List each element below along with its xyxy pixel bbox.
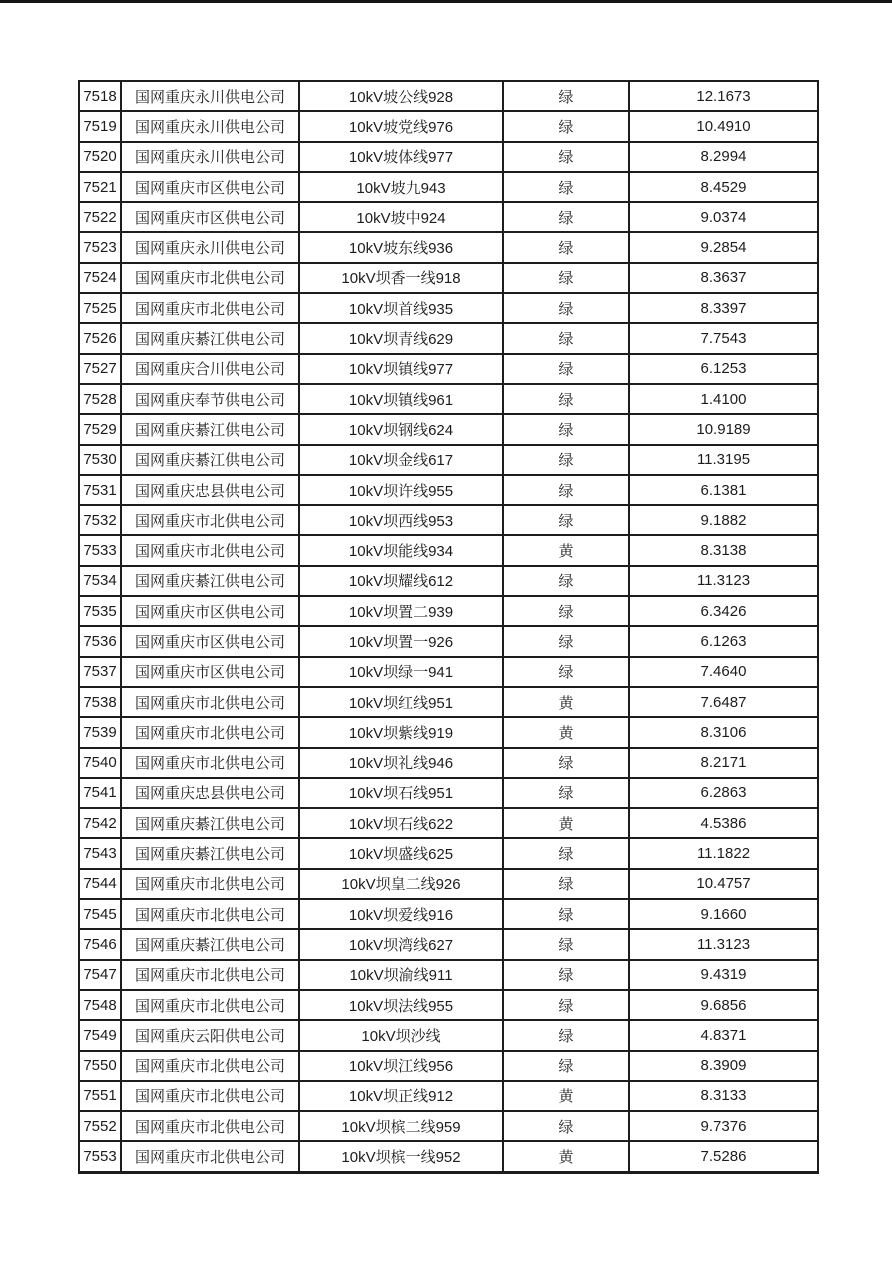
status-cell: 绿 bbox=[503, 899, 629, 929]
row-id-cell: 7543 bbox=[79, 838, 121, 868]
company-cell: 国网重庆綦江供电公司 bbox=[121, 445, 299, 475]
row-id-cell: 7527 bbox=[79, 354, 121, 384]
table-row bbox=[79, 1141, 818, 1172]
row-id-cell: 7552 bbox=[79, 1111, 121, 1141]
value-cell: 1.4100 bbox=[629, 384, 818, 414]
table-row bbox=[79, 505, 818, 535]
line-name-cell: 10kV坝礼线946 bbox=[299, 748, 503, 778]
value-cell: 6.1381 bbox=[629, 475, 818, 505]
status-cell: 绿 bbox=[503, 505, 629, 535]
value-cell: 7.6487 bbox=[629, 687, 818, 717]
row-id-cell: 7534 bbox=[79, 566, 121, 596]
row-id-cell: 7529 bbox=[79, 414, 121, 444]
row-id-cell: 7528 bbox=[79, 384, 121, 414]
status-cell: 绿 bbox=[503, 142, 629, 172]
company-cell: 国网重庆綦江供电公司 bbox=[121, 414, 299, 444]
table-row bbox=[79, 657, 818, 687]
value-cell: 6.1263 bbox=[629, 626, 818, 656]
company-cell: 国网重庆市北供电公司 bbox=[121, 1111, 299, 1141]
value-cell: 4.8371 bbox=[629, 1020, 818, 1050]
status-cell: 绿 bbox=[503, 445, 629, 475]
status-cell: 绿 bbox=[503, 293, 629, 323]
value-cell: 11.3123 bbox=[629, 929, 818, 959]
table-row bbox=[79, 445, 818, 475]
table-row bbox=[79, 596, 818, 626]
line-name-cell: 10kV坡中924 bbox=[299, 202, 503, 232]
row-id-cell: 7531 bbox=[79, 475, 121, 505]
status-cell: 绿 bbox=[503, 263, 629, 293]
company-cell: 国网重庆忠县供电公司 bbox=[121, 778, 299, 808]
table-row bbox=[79, 475, 818, 505]
value-cell: 8.2994 bbox=[629, 142, 818, 172]
company-cell: 国网重庆忠县供电公司 bbox=[121, 475, 299, 505]
row-id-cell: 7546 bbox=[79, 929, 121, 959]
line-name-cell: 10kV坝紫线919 bbox=[299, 717, 503, 747]
company-cell: 国网重庆云阳供电公司 bbox=[121, 1020, 299, 1050]
line-name-cell: 10kV坝青线629 bbox=[299, 323, 503, 353]
value-cell: 4.5386 bbox=[629, 808, 818, 838]
company-cell: 国网重庆市北供电公司 bbox=[121, 1051, 299, 1081]
company-cell: 国网重庆市北供电公司 bbox=[121, 293, 299, 323]
status-cell: 绿 bbox=[503, 778, 629, 808]
row-id-cell: 7523 bbox=[79, 232, 121, 262]
status-cell: 绿 bbox=[503, 475, 629, 505]
row-id-cell: 7520 bbox=[79, 142, 121, 172]
status-cell: 绿 bbox=[503, 414, 629, 444]
window-top-edge bbox=[0, 0, 892, 3]
line-name-cell: 10kV坝镇线961 bbox=[299, 384, 503, 414]
value-cell: 8.2171 bbox=[629, 748, 818, 778]
row-id-cell: 7550 bbox=[79, 1051, 121, 1081]
company-cell: 国网重庆市北供电公司 bbox=[121, 990, 299, 1020]
company-cell: 国网重庆市北供电公司 bbox=[121, 899, 299, 929]
company-cell: 国网重庆永川供电公司 bbox=[121, 232, 299, 262]
line-name-cell: 10kV坝盛线625 bbox=[299, 838, 503, 868]
row-id-cell: 7525 bbox=[79, 293, 121, 323]
status-cell: 绿 bbox=[503, 384, 629, 414]
line-name-cell: 10kV坡党线976 bbox=[299, 111, 503, 141]
table-row bbox=[79, 232, 818, 262]
status-cell: 黄 bbox=[503, 808, 629, 838]
value-cell: 10.4910 bbox=[629, 111, 818, 141]
row-id-cell: 7540 bbox=[79, 748, 121, 778]
line-name-cell: 10kV坡东线936 bbox=[299, 232, 503, 262]
value-cell: 8.3106 bbox=[629, 717, 818, 747]
status-cell: 绿 bbox=[503, 929, 629, 959]
company-cell: 国网重庆市区供电公司 bbox=[121, 596, 299, 626]
table-row bbox=[79, 293, 818, 323]
line-name-cell: 10kV坝槟二线959 bbox=[299, 1111, 503, 1141]
status-cell: 绿 bbox=[503, 960, 629, 990]
line-name-cell: 10kV坡九943 bbox=[299, 172, 503, 202]
company-cell: 国网重庆市北供电公司 bbox=[121, 1141, 299, 1172]
row-id-cell: 7526 bbox=[79, 323, 121, 353]
line-name-cell: 10kV坝石线622 bbox=[299, 808, 503, 838]
row-id-cell: 7524 bbox=[79, 263, 121, 293]
status-cell: 黄 bbox=[503, 687, 629, 717]
row-id-cell: 7539 bbox=[79, 717, 121, 747]
line-name-cell: 10kV坝许线955 bbox=[299, 475, 503, 505]
value-cell: 10.4757 bbox=[629, 869, 818, 899]
status-cell: 绿 bbox=[503, 990, 629, 1020]
company-cell: 国网重庆市北供电公司 bbox=[121, 687, 299, 717]
row-id-cell: 7532 bbox=[79, 505, 121, 535]
line-name-cell: 10kV坝镇线977 bbox=[299, 354, 503, 384]
row-id-cell: 7530 bbox=[79, 445, 121, 475]
status-cell: 黄 bbox=[503, 535, 629, 565]
line-name-cell: 10kV坝爱线916 bbox=[299, 899, 503, 929]
table-row bbox=[79, 172, 818, 202]
value-cell: 9.6856 bbox=[629, 990, 818, 1020]
value-cell: 7.5286 bbox=[629, 1141, 818, 1172]
line-name-cell: 10kV坝石线951 bbox=[299, 778, 503, 808]
status-cell: 绿 bbox=[503, 172, 629, 202]
status-cell: 黄 bbox=[503, 1141, 629, 1172]
row-id-cell: 7519 bbox=[79, 111, 121, 141]
line-name-cell: 10kV坝渝线911 bbox=[299, 960, 503, 990]
line-name-cell: 10kV坝首线935 bbox=[299, 293, 503, 323]
line-name-cell: 10kV坝正线912 bbox=[299, 1081, 503, 1111]
company-cell: 国网重庆市北供电公司 bbox=[121, 1081, 299, 1111]
line-name-cell: 10kV坝置一926 bbox=[299, 626, 503, 656]
value-cell: 9.1660 bbox=[629, 899, 818, 929]
value-cell: 6.1253 bbox=[629, 354, 818, 384]
company-cell: 国网重庆綦江供电公司 bbox=[121, 566, 299, 596]
row-id-cell: 7542 bbox=[79, 808, 121, 838]
status-cell: 绿 bbox=[503, 354, 629, 384]
table-row bbox=[79, 414, 818, 444]
table-row bbox=[79, 869, 818, 899]
status-cell: 绿 bbox=[503, 1051, 629, 1081]
table-row bbox=[79, 1081, 818, 1111]
value-cell: 7.4640 bbox=[629, 657, 818, 687]
value-cell: 8.3637 bbox=[629, 263, 818, 293]
status-cell: 绿 bbox=[503, 111, 629, 141]
company-cell: 国网重庆市区供电公司 bbox=[121, 172, 299, 202]
table-row bbox=[79, 263, 818, 293]
line-name-cell: 10kV坝皇二线926 bbox=[299, 869, 503, 899]
status-cell: 黄 bbox=[503, 717, 629, 747]
table-row bbox=[79, 1051, 818, 1081]
status-cell: 绿 bbox=[503, 869, 629, 899]
table-row bbox=[79, 929, 818, 959]
company-cell: 国网重庆綦江供电公司 bbox=[121, 838, 299, 868]
table-row bbox=[79, 838, 818, 868]
line-name-cell: 10kV坝耀线612 bbox=[299, 566, 503, 596]
value-cell: 8.3138 bbox=[629, 535, 818, 565]
value-cell: 8.3397 bbox=[629, 293, 818, 323]
table-row bbox=[79, 566, 818, 596]
value-cell: 9.4319 bbox=[629, 960, 818, 990]
line-name-cell: 10kV坝红线951 bbox=[299, 687, 503, 717]
line-name-cell: 10kV坝法线955 bbox=[299, 990, 503, 1020]
row-id-cell: 7551 bbox=[79, 1081, 121, 1111]
company-cell: 国网重庆綦江供电公司 bbox=[121, 323, 299, 353]
value-cell: 6.3426 bbox=[629, 596, 818, 626]
company-cell: 国网重庆市北供电公司 bbox=[121, 717, 299, 747]
line-name-cell: 10kV坝江线956 bbox=[299, 1051, 503, 1081]
company-cell: 国网重庆市区供电公司 bbox=[121, 657, 299, 687]
value-cell: 9.7376 bbox=[629, 1111, 818, 1141]
value-cell: 9.1882 bbox=[629, 505, 818, 535]
status-cell: 绿 bbox=[503, 1111, 629, 1141]
table-row bbox=[79, 142, 818, 172]
line-name-cell: 10kV坡公线928 bbox=[299, 81, 503, 111]
value-cell: 11.1822 bbox=[629, 838, 818, 868]
table-row bbox=[79, 535, 818, 565]
status-cell: 绿 bbox=[503, 838, 629, 868]
value-cell: 8.3133 bbox=[629, 1081, 818, 1111]
row-id-cell: 7518 bbox=[79, 81, 121, 111]
value-cell: 8.4529 bbox=[629, 172, 818, 202]
company-cell: 国网重庆永川供电公司 bbox=[121, 81, 299, 111]
value-cell: 10.9189 bbox=[629, 414, 818, 444]
table-row bbox=[79, 960, 818, 990]
row-id-cell: 7533 bbox=[79, 535, 121, 565]
row-id-cell: 7549 bbox=[79, 1020, 121, 1050]
table-row bbox=[79, 748, 818, 778]
company-cell: 国网重庆奉节供电公司 bbox=[121, 384, 299, 414]
company-cell: 国网重庆綦江供电公司 bbox=[121, 929, 299, 959]
value-cell: 9.2854 bbox=[629, 232, 818, 262]
company-cell: 国网重庆綦江供电公司 bbox=[121, 808, 299, 838]
table-row bbox=[79, 778, 818, 808]
status-cell: 绿 bbox=[503, 596, 629, 626]
status-cell: 绿 bbox=[503, 1020, 629, 1050]
line-name-cell: 10kV坝绿一941 bbox=[299, 657, 503, 687]
row-id-cell: 7535 bbox=[79, 596, 121, 626]
status-cell: 绿 bbox=[503, 202, 629, 232]
line-name-cell: 10kV坝置二939 bbox=[299, 596, 503, 626]
row-id-cell: 7521 bbox=[79, 172, 121, 202]
line-name-cell: 10kV坝沙线 bbox=[299, 1020, 503, 1050]
table-row bbox=[79, 808, 818, 838]
row-id-cell: 7544 bbox=[79, 869, 121, 899]
document-page bbox=[78, 80, 819, 1174]
row-id-cell: 7537 bbox=[79, 657, 121, 687]
line-name-cell: 10kV坝湾线627 bbox=[299, 929, 503, 959]
company-cell: 国网重庆永川供电公司 bbox=[121, 111, 299, 141]
row-id-cell: 7545 bbox=[79, 899, 121, 929]
line-name-cell: 10kV坝西线953 bbox=[299, 505, 503, 535]
status-cell: 绿 bbox=[503, 81, 629, 111]
row-id-cell: 7536 bbox=[79, 626, 121, 656]
table-row bbox=[79, 717, 818, 747]
table-row bbox=[79, 202, 818, 232]
status-cell: 黄 bbox=[503, 1081, 629, 1111]
status-cell: 绿 bbox=[503, 566, 629, 596]
table-row bbox=[79, 626, 818, 656]
row-id-cell: 7548 bbox=[79, 990, 121, 1020]
table-row bbox=[79, 323, 818, 353]
value-cell: 7.7543 bbox=[629, 323, 818, 353]
line-name-cell: 10kV坝槟一线952 bbox=[299, 1141, 503, 1172]
power-line-table bbox=[78, 80, 819, 1174]
table-row bbox=[79, 899, 818, 929]
status-cell: 绿 bbox=[503, 748, 629, 778]
status-cell: 绿 bbox=[503, 323, 629, 353]
status-cell: 绿 bbox=[503, 626, 629, 656]
company-cell: 国网重庆市北供电公司 bbox=[121, 869, 299, 899]
row-id-cell: 7538 bbox=[79, 687, 121, 717]
row-id-cell: 7541 bbox=[79, 778, 121, 808]
line-name-cell: 10kV坝香一线918 bbox=[299, 263, 503, 293]
company-cell: 国网重庆市北供电公司 bbox=[121, 748, 299, 778]
table-row bbox=[79, 111, 818, 141]
table-row bbox=[79, 687, 818, 717]
company-cell: 国网重庆市区供电公司 bbox=[121, 626, 299, 656]
line-name-cell: 10kV坝能线934 bbox=[299, 535, 503, 565]
row-id-cell: 7553 bbox=[79, 1141, 121, 1172]
company-cell: 国网重庆市北供电公司 bbox=[121, 263, 299, 293]
company-cell: 国网重庆市区供电公司 bbox=[121, 202, 299, 232]
value-cell: 11.3195 bbox=[629, 445, 818, 475]
table-row bbox=[79, 990, 818, 1020]
status-cell: 绿 bbox=[503, 657, 629, 687]
company-cell: 国网重庆永川供电公司 bbox=[121, 142, 299, 172]
table-row bbox=[79, 1020, 818, 1050]
value-cell: 9.0374 bbox=[629, 202, 818, 232]
company-cell: 国网重庆市北供电公司 bbox=[121, 535, 299, 565]
value-cell: 11.3123 bbox=[629, 566, 818, 596]
table-row bbox=[79, 1111, 818, 1141]
value-cell: 6.2863 bbox=[629, 778, 818, 808]
row-id-cell: 7547 bbox=[79, 960, 121, 990]
table-row bbox=[79, 81, 818, 111]
table-row bbox=[79, 384, 818, 414]
value-cell: 12.1673 bbox=[629, 81, 818, 111]
row-id-cell: 7522 bbox=[79, 202, 121, 232]
table-row bbox=[79, 354, 818, 384]
company-cell: 国网重庆市北供电公司 bbox=[121, 505, 299, 535]
line-name-cell: 10kV坝金线617 bbox=[299, 445, 503, 475]
line-name-cell: 10kV坡体线977 bbox=[299, 142, 503, 172]
line-name-cell: 10kV坝钢线624 bbox=[299, 414, 503, 444]
company-cell: 国网重庆合川供电公司 bbox=[121, 354, 299, 384]
company-cell: 国网重庆市北供电公司 bbox=[121, 960, 299, 990]
status-cell: 绿 bbox=[503, 232, 629, 262]
value-cell: 8.3909 bbox=[629, 1051, 818, 1081]
power-line-table-body bbox=[79, 81, 818, 1172]
